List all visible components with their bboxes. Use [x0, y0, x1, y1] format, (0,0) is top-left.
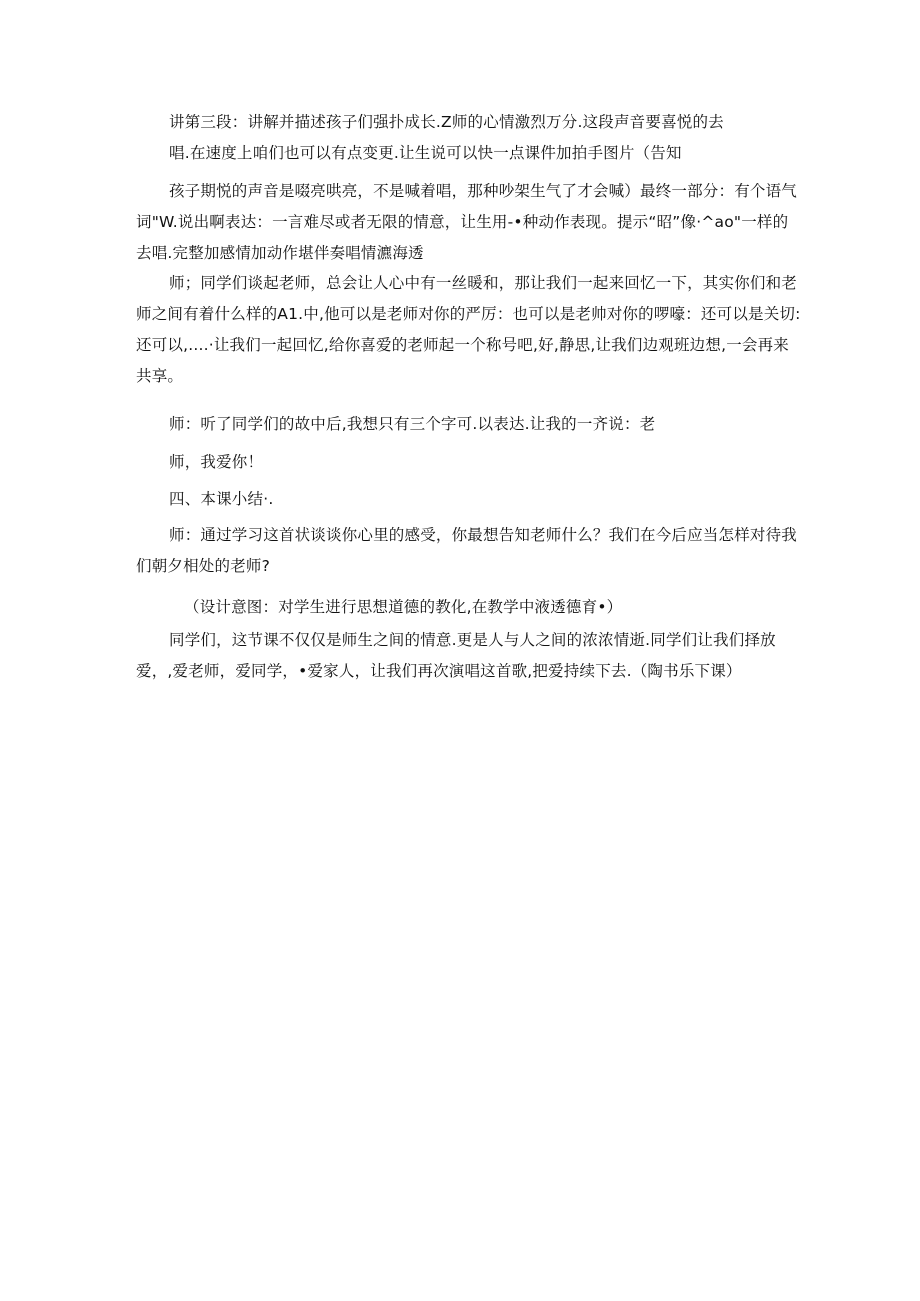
text-line: 去唱.完整加感情加动作堪伴奏唱情瀌海透 [136, 244, 424, 262]
text-line: 同学们，这节课不仅仅是师生之间的情意.更是人与人之间的浓浓情逝.同学们让我们择放 [169, 631, 776, 649]
text-line: 孩子期悦的声音是啜亮哄亮，不是喊着唱，那种吵架生气了才会喊）最终一部分：有个语气 [169, 182, 798, 200]
paragraph-feelings [136, 520, 796, 582]
text-line: 还可以,....·让我们一起回忆,给你喜爱的老师起一个称号吧,好,静思,让我们边观班边想,一会再来 [136, 336, 789, 354]
section-heading-summary [136, 484, 796, 515]
text-line: 讲第三段：讲解并描述孩子们强扑成长.Z师的心情激烈万分.这段声音要喜悦的去 [169, 113, 724, 131]
text-line: 师；同学们谈起老师，总会让人心中有一丝暖和，那让我们一起来回忆一下，其实你们和老 [169, 274, 798, 292]
paragraph-three-words [136, 409, 796, 440]
text-line: 共享。 [136, 367, 184, 385]
paragraph-teacher-memories [136, 268, 801, 392]
text-line: 唱.在速度上咱们也可以有点变更.让生说可以快一点课件加拍手图片（告知 [169, 144, 682, 162]
text-line: 师：通过学习这首状谈谈你心里的感受，你最想告知老师什么？我们在今后应当怎样对待我 [169, 526, 798, 544]
paragraph-i-love-you [136, 447, 796, 478]
text-line: 词"W.说出啊表达：一言难尽或者无限的情意，让生用-•种动作表现。提示“昭”像·^ao"一样的 [136, 213, 789, 231]
paragraph-third-section [136, 107, 796, 169]
text-line: 师，我爱你！ [169, 453, 264, 471]
text-line: （设计意图：对学生进行思想道德的教化,在教学中液透德育•） [184, 598, 623, 616]
paragraph-final-part [136, 176, 796, 269]
text-line: 师：听了同学们的故中后,我想只有三个字可.以表达.让我的一齐说：老 [169, 415, 656, 433]
text-line: 师之间有着什么样的A1.中,他可以是老师对你的严厉：也可以是老帅对你的啰嚎：还可以是关切: [136, 305, 801, 323]
text-line: 四、本课小结·. [169, 490, 274, 508]
text-line: 们朝夕相处的老师? [136, 557, 271, 575]
paragraph-closing [136, 625, 796, 687]
text-line: 爱，,爱老师，爱同学，•爱家人，让我们再次演唱这首歌,把爱持续下去.（陶书乐下课） [136, 662, 742, 680]
paragraph-design-intent [136, 592, 796, 623]
